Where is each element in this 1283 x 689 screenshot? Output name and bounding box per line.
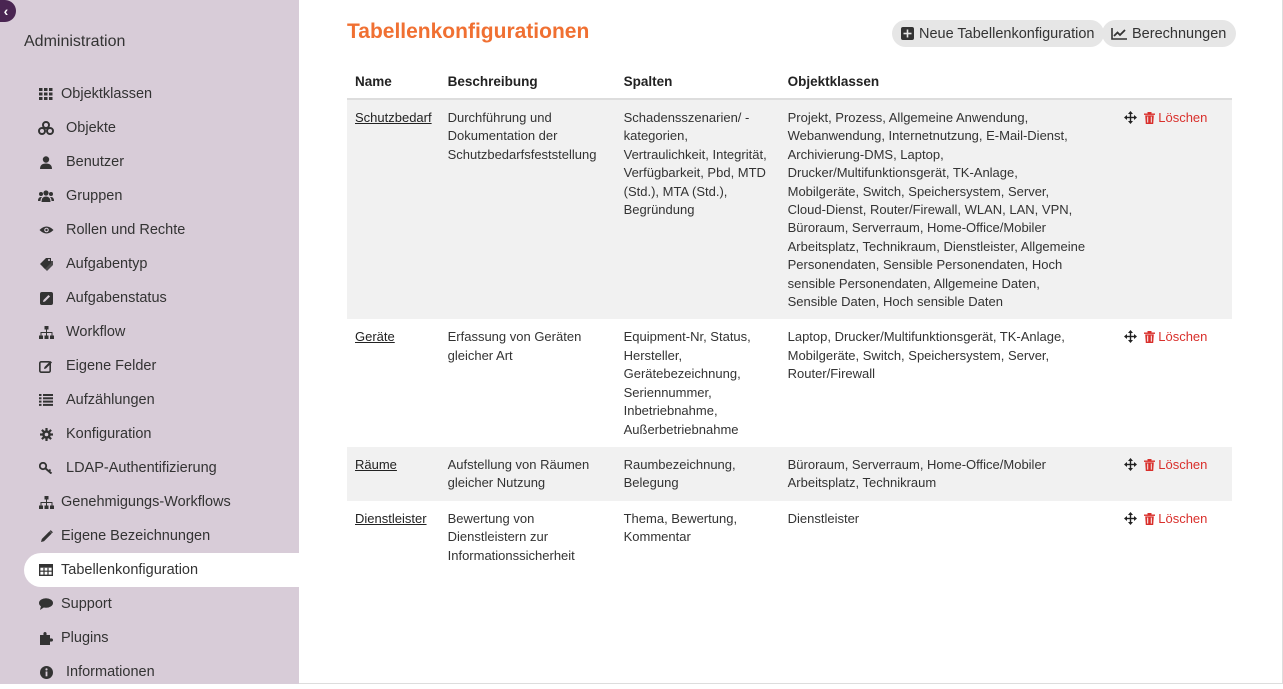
sidebar-item-eigene-bezeichnungen[interactable] <box>24 519 299 553</box>
comment-icon <box>38 597 54 611</box>
sidebar-item-rollen-und-rechte[interactable] <box>24 213 299 247</box>
column-header: Beschreibung <box>440 66 616 99</box>
sidebar-item-label: Informationen <box>66 664 155 680</box>
line-chart-icon <box>1111 28 1127 40</box>
sidebar-item-label: Rollen und Rechte <box>66 222 186 238</box>
sidebar-item-aufgabentyp[interactable] <box>24 247 299 281</box>
row-columns: Raumbezeichnung, Belegung <box>616 447 780 501</box>
delete-button[interactable] <box>1144 110 1207 125</box>
sidebar-item-gruppen[interactable] <box>24 179 299 213</box>
pencil-icon <box>38 529 54 543</box>
edit-square-icon <box>38 291 54 305</box>
delete-label: Löschen <box>1158 456 1208 472</box>
sidebar-item-label: Eigene Bezeichnungen <box>61 528 211 544</box>
sidebar-item-label: Eigene Felder <box>66 358 157 374</box>
eye-icon <box>38 223 54 237</box>
sidebar-item-aufzaehlungen[interactable] <box>24 383 299 417</box>
pencil-square-icon <box>38 359 54 373</box>
sidebar-item-konfiguration[interactable] <box>24 417 299 451</box>
table-header-row <box>347 66 1232 99</box>
sidebar-item-objektklassen[interactable] <box>24 77 299 111</box>
sidebar-title: Administration <box>24 33 126 50</box>
column-header: Objektklassen <box>780 66 1094 99</box>
delete-label: Löschen <box>1158 510 1208 526</box>
key-icon <box>38 461 54 475</box>
trash-icon <box>1144 112 1155 124</box>
trash-icon <box>1144 459 1155 471</box>
sidebar-item-label: Konfiguration <box>66 426 152 442</box>
sidebar-item-ldap-authentifizierung[interactable] <box>24 451 299 485</box>
sidebar-item-label: LDAP-Authentifizierung <box>66 460 217 476</box>
new-table-config-button[interactable] <box>892 20 1104 47</box>
sidebar-collapse-button[interactable]: ‹ <box>0 0 16 22</box>
sidebar-item-label: Objekte <box>66 120 116 136</box>
sidebar-item-aufgabenstatus[interactable] <box>24 281 299 315</box>
move-icon[interactable] <box>1124 111 1137 124</box>
row-name-link[interactable]: Räume <box>355 456 397 472</box>
sidebar-item-label: Aufgabentyp <box>66 256 148 272</box>
sidebar-item-plugins[interactable] <box>24 621 299 655</box>
grid-icon <box>38 87 54 101</box>
table-row <box>347 447 1232 501</box>
row-description: Bewertung von Dienstleistern zur Informationssicherheit <box>447 510 575 563</box>
sidebar-item-tabellenkonfiguration[interactable] <box>24 553 299 587</box>
row-name-link[interactable]: Schutzbedarf <box>355 110 432 125</box>
row-columns: Thema, Bewertung, Kommentar <box>623 510 738 545</box>
row-columns: Schadensszenarien/ -kategorien, Vertraulichkeit, Integrität, Verfügbarkeit, Pbd, MTD (Std.), MTA (Std.), Begründung <box>616 99 780 319</box>
row-object-classes: Projekt, Prozess, Allgemeine Anwendung, Webanwendung, Internetnutzung, E-Mail-Dienst, Archivierung-DMS, Laptop, Drucker/Multifunktionsgerät, TK-Anlage, Mobilgeräte, Switch, Speichersystem, Server, Cloud-Dienst, Router/Firewall, WLAN, LAN, VPN, Büroraum, Serverraum, Home-Office/Mobiler Arbeitsplatz, Technikraum, Dienstleister, Allgemeine Personendaten, Sensible Personendaten, Hoch sensible Personendaten, Allgemeine Daten, Sensible Daten, Hoch sensible Daten <box>780 99 1094 319</box>
sidebar <box>0 0 299 684</box>
move-icon[interactable] <box>1124 512 1137 525</box>
row-object-classes: Dienstleister <box>787 510 860 526</box>
trash-icon <box>1144 513 1155 525</box>
sitemap-icon <box>38 325 54 339</box>
sidebar-nav <box>24 77 299 689</box>
row-name-link[interactable]: Geräte <box>355 329 395 345</box>
delete-button[interactable] <box>1144 457 1207 472</box>
column-header-actions <box>1094 66 1232 99</box>
sidebar-item-label: Gruppen <box>66 188 123 204</box>
row-object-classes: Laptop, Drucker/Multifunktionsgerät, TK-Anlage, Mobilgeräte, Switch, Speichersystem, Server, Router/Firewall <box>787 329 1065 382</box>
move-icon[interactable] <box>1124 330 1137 343</box>
delete-label: Löschen <box>1158 110 1208 125</box>
column-header: Spalten <box>616 66 780 99</box>
sidebar-item-eigene-felder[interactable] <box>24 349 299 383</box>
puzzle-icon <box>38 631 54 645</box>
table-config-table <box>347 66 1232 573</box>
move-icon[interactable] <box>1124 458 1137 471</box>
sidebar-item-label: Benutzer <box>66 154 125 170</box>
sidebar-item-label: Objektklassen <box>61 86 153 102</box>
calculations-label: Berechnungen <box>1132 25 1227 42</box>
gear-icon <box>38 427 54 441</box>
sidebar-item-workflow[interactable] <box>24 315 299 349</box>
sidebar-item-label: Workflow <box>66 324 126 340</box>
new-table-config-label: Neue Tabellenkonfiguration <box>919 25 1095 42</box>
delete-label: Löschen <box>1158 329 1208 345</box>
row-object-classes: Büroraum, Serverraum, Home-Office/Mobiler Arbeitsplatz, Technikraum <box>780 447 1094 501</box>
row-columns: Equipment-Nr, Status, Hersteller, Gerätebezeichnung, Seriennummer, Inbetriebnahme, Außerbetriebnahme <box>623 329 751 437</box>
sidebar-item-benutzer[interactable] <box>24 145 299 179</box>
row-description: Erfassung von Geräten gleicher Art <box>447 329 582 363</box>
row-description: Durchführung und Dokumentation der Schutzbedarfsfeststellung <box>440 99 616 319</box>
sidebar-item-label: Plugins <box>61 630 109 646</box>
sidebar-item-label: Aufgabenstatus <box>66 290 167 306</box>
info-icon <box>38 665 54 679</box>
table-row <box>347 99 1232 319</box>
sidebar-item-support[interactable] <box>24 587 299 621</box>
users-icon <box>38 189 54 203</box>
table-row <box>347 501 1232 573</box>
row-name-link[interactable]: Dienstleister <box>355 510 427 526</box>
sidebar-item-objekte[interactable] <box>24 111 299 145</box>
sidebar-item-genehmigungs-workflows[interactable] <box>24 485 299 519</box>
sidebar-item-label: Genehmigungs-Workflows <box>61 494 231 510</box>
sidebar-item-label: Support <box>61 596 112 612</box>
user-icon <box>38 155 54 169</box>
delete-button[interactable] <box>1144 329 1207 344</box>
row-description: Aufstellung von Räumen gleicher Nutzung <box>440 447 616 501</box>
page-title: Tabellenkonfigurationen <box>347 20 590 43</box>
column-header: Name <box>347 66 440 99</box>
trash-icon <box>1144 331 1155 343</box>
sitemap-icon <box>38 495 54 509</box>
calculations-button[interactable] <box>1102 20 1236 47</box>
plus-square-icon <box>901 27 914 40</box>
list-icon <box>38 393 54 407</box>
delete-button[interactable] <box>1144 511 1207 526</box>
sidebar-item-label: Aufzählungen <box>66 392 155 408</box>
cubes-icon <box>38 121 54 135</box>
main-content <box>299 0 1283 684</box>
table-row <box>347 319 1232 446</box>
tags-icon <box>38 257 54 271</box>
table-icon <box>38 563 54 577</box>
sidebar-item-label: Tabellenkonfiguration <box>61 562 199 578</box>
